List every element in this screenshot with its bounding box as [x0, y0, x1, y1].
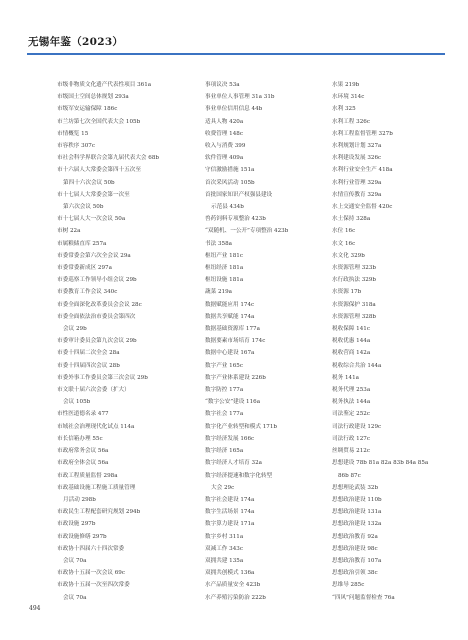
index-entry: 数据赋能应用 174c	[205, 301, 255, 308]
index-entry: 市域社会治理现代化试点 114a	[57, 423, 135, 430]
index-entry: 市政协十四届六十四次常委	[57, 545, 125, 552]
index-entry: 税收优惠 144a	[332, 338, 371, 345]
index-entry: 司法行政建设 129c	[332, 423, 382, 430]
index-entry: 数字社会建设 174a	[205, 496, 255, 503]
index-entry: 数字经济 165a	[205, 448, 244, 455]
index-entry: 水利行业安全生产 418a	[332, 167, 393, 174]
index-entry: 市委十四届二次全会 28a	[57, 350, 120, 357]
index-entry: 水果 219b	[332, 82, 360, 88]
index-entry: 市委全面深化改革委员会会议 28c	[57, 301, 142, 308]
index-entry: 兽药饲料专项整治 423b	[205, 216, 266, 223]
index-entry: 税收营商 142a	[332, 350, 371, 357]
index-entry: 思想政治建设 98c	[332, 545, 378, 552]
index-entry: 市政府常务会议 56a	[57, 448, 109, 455]
index-entry: 市社会科学界联合会第九届代表大会 68b	[57, 155, 159, 162]
index-entry: 数字经济发展 166c	[205, 435, 255, 442]
index-entry: 税务代理 253a	[332, 387, 371, 394]
index-entry: 数字乡村 311a	[205, 533, 244, 540]
index-entry: 会议 105b	[63, 399, 91, 406]
index-entry: 思想政治教育 107a	[332, 557, 382, 564]
index-entry: 水资源管理 323b	[332, 265, 377, 272]
index-entry: 双拥共创模式 136a	[205, 570, 255, 577]
index-entry: 思维导 285c	[332, 582, 365, 589]
index-entry: 数据基础资源库 177a	[205, 326, 260, 333]
index-entry: 思想建设 78b 81a 82a 83b 84a 85a	[332, 460, 429, 467]
index-entry: 蔬菜 219a	[205, 289, 232, 296]
index-entry: 市委全面依法治市委员会第四次	[57, 313, 136, 320]
index-entry: 市政民生工程配套研究规划 294b	[57, 509, 141, 516]
index-entry: 软件管理 409a	[205, 155, 244, 162]
index-entry: 守信激励措施 151a	[205, 167, 255, 174]
index-column-2	[205, 79, 333, 604]
index-entry: 思想政治建设 110b	[332, 496, 382, 503]
index-entry: 水资源保护 318a	[332, 301, 376, 308]
index-entry: 税收综合共治 144a	[332, 362, 382, 369]
index-entry: “四风”问题监督检查 76a	[332, 594, 395, 601]
index-entry: 司法行政 127c	[332, 435, 370, 442]
index-entry: 市政设施 297b	[57, 521, 96, 528]
index-entry: 数据要素市场培育 174c	[205, 338, 266, 345]
index-entry: 思想政治建设 132a	[332, 521, 382, 528]
index-entry: 税务执法 144a	[332, 399, 371, 406]
index-entry: 数字生活场景 174a	[205, 509, 255, 516]
index-entry: 示范县 434b	[211, 204, 244, 211]
index-entry: 市委教育工作会议 340c	[57, 289, 118, 296]
index-entry: 水利工程 326c	[332, 118, 370, 125]
index-entry: 水利建设发展 326c	[332, 155, 382, 162]
index-entry: 市政基础设施工程施工质量管理	[57, 484, 136, 491]
index-entry: 事业单位信用信息 44b	[205, 106, 263, 113]
index-entry: 双拥共建 135a	[205, 557, 244, 564]
index-entry: 86b 87c	[338, 472, 361, 479]
index-entry: 市政设施修缮 297b	[57, 533, 107, 540]
index-entry: 会议 70a	[63, 557, 87, 564]
index-entry: 市容秩序 307c	[57, 143, 95, 150]
index-entry: 税收保障 141c	[332, 326, 370, 333]
index-entry: 数据中心建设 167a	[205, 350, 255, 357]
index-entry: 数据共享赋能 174a	[205, 313, 255, 320]
index-entry: 收入与消费 399	[205, 143, 246, 150]
index-entry: 首批国家知识产权强县建设	[205, 191, 273, 198]
index-entry: 首次采风活动 105b	[205, 179, 255, 186]
index-entry: 市性医道德名录 477	[57, 411, 109, 418]
index-entry: 数字经济人才培育 32a	[205, 460, 262, 467]
index-entry: 数字算力建设 171a	[205, 521, 255, 528]
index-entry: 思想政治教育 92a	[332, 533, 378, 540]
index-entry: 枢纽设施 181a	[205, 277, 244, 284]
index-entry: 市委十四届四次会议 28b	[57, 362, 120, 369]
index-entry: 思想政治建设 131a	[332, 509, 382, 516]
index-column-1	[57, 79, 185, 604]
index-entry: 市十七届人大一次会议 50a	[57, 216, 126, 223]
index-entry: “数字公安”建设 116a	[205, 399, 261, 406]
index-entry: 市委审计委员会第九次会议 29b	[57, 338, 137, 345]
index-entry: 数字社会 177a	[205, 411, 244, 418]
index-entry: 水利 325	[332, 106, 356, 113]
index-entry: 思想理论武装 32b	[332, 484, 379, 491]
index-entry: 水文 16c	[332, 240, 356, 247]
index-entry: 适具人物 420a	[205, 118, 244, 125]
index-entry: 水利工程监督管理 327b	[332, 130, 393, 137]
index-entry: 市十六届人大常委会第四十五次至	[57, 167, 141, 174]
index-entry: 第四十六次会议 50b	[63, 179, 115, 186]
index-entry: 水土保持 328a	[332, 216, 371, 223]
index-entry: 水利规划计划 327a	[332, 143, 382, 150]
index-entry: 市级非物质文化遗产代表性项目 361a	[57, 82, 152, 88]
index-entry: 水位 16c	[332, 228, 356, 235]
index-entry: 大会 29c	[211, 484, 235, 491]
index-entry: 市树 22a	[57, 228, 81, 235]
index-entry: 水情宣传教育 329a	[332, 191, 382, 198]
index-entry: 市十七届人大常委会第一次至	[57, 191, 130, 198]
index-entry: 市政协十五届一次至四次常委	[57, 582, 130, 589]
index-entry: 水资源管理 328b	[332, 313, 377, 320]
index-entry: 书法 358a	[205, 240, 232, 247]
header-divider	[27, 53, 445, 55]
index-entry: 水利行业管理 329a	[332, 179, 382, 186]
index-entry: 市政协十五届一次会议 69c	[57, 570, 125, 577]
index-entry: 水行政执法 329b	[332, 277, 377, 284]
index-entry: 市兰坊第七次全国代表大会 105b	[57, 118, 141, 125]
index-entry: 市级国土空间总体规划 293a	[57, 94, 129, 101]
index-entry: 水资源 17b	[332, 289, 362, 296]
index-entry: 市委外事工作委员会第三次会议 29b	[57, 374, 148, 381]
index-entry: 数字产业 165c	[205, 362, 243, 369]
index-entry: 丝绸贸易 212c	[332, 448, 370, 455]
index-column-3	[332, 79, 460, 604]
index-entry: 数字产业体系建设 226b	[205, 374, 266, 381]
index-entry: 数字防控 177a	[205, 387, 244, 394]
index-entry: 水产品质量安全 423b	[205, 582, 261, 589]
index-entry: 市委常委新成区 297a	[57, 265, 112, 272]
index-entry: 收费管理 148c	[205, 130, 243, 137]
index-entry: 市级军安运输保障 186c	[57, 106, 118, 113]
index-entry: 枢纽产业 181c	[205, 252, 243, 259]
index-entry: 市长信箱办理 55c	[57, 435, 103, 442]
index-entry: 税务 141a	[332, 374, 359, 381]
index-entry: 会议 70a	[63, 594, 87, 601]
index-entry: 双减工作 343c	[205, 545, 243, 552]
index-entry: 思想政治引领 38c	[332, 570, 378, 577]
index-entry: 第六次会议 50b	[63, 204, 104, 211]
index-entry: 水产养殖污染防治 222b	[205, 594, 266, 601]
index-entry: 数字经济提速和数字化转型	[205, 472, 273, 479]
index-entry: 市委常委会第六次全会议 29a	[57, 252, 131, 259]
yearbook-title: 无锡年鉴（2023）	[28, 36, 124, 48]
index-entry: 市委巡察工作领导小组会议 29b	[57, 277, 137, 284]
index-entry: 水环境 314c	[332, 94, 365, 101]
index-entry: 水文化 329b	[332, 252, 365, 259]
index-entry: 会议 29b	[63, 326, 87, 333]
page-number: 494	[29, 605, 41, 612]
index-entry: 市情概览 15	[57, 130, 89, 137]
index-entry: 数字化产业转型和模式 171b	[205, 423, 277, 430]
index-entry: 水上交通安全监督 420c	[332, 204, 393, 211]
index-entry: “双随机、一公开”专项整治 423b	[205, 228, 289, 235]
index-entry: 事项议决 53a	[205, 82, 240, 88]
index-entry: 司法鉴定 252c	[332, 411, 370, 418]
index-entry: 市政府全体会议 56a	[57, 460, 109, 467]
index-entry: 事业单位人事管理 31a 31b	[205, 94, 275, 101]
index-entry: 市政工程质量监督 298a	[57, 472, 118, 479]
index-entry: 枢纽经济 181a	[205, 265, 244, 272]
index-entry: 市属粮储直库 257a	[57, 240, 107, 247]
index-entry: 月活动 298b	[63, 496, 96, 503]
index-entry: 市文联十届六次会委（扩大）	[57, 387, 130, 394]
